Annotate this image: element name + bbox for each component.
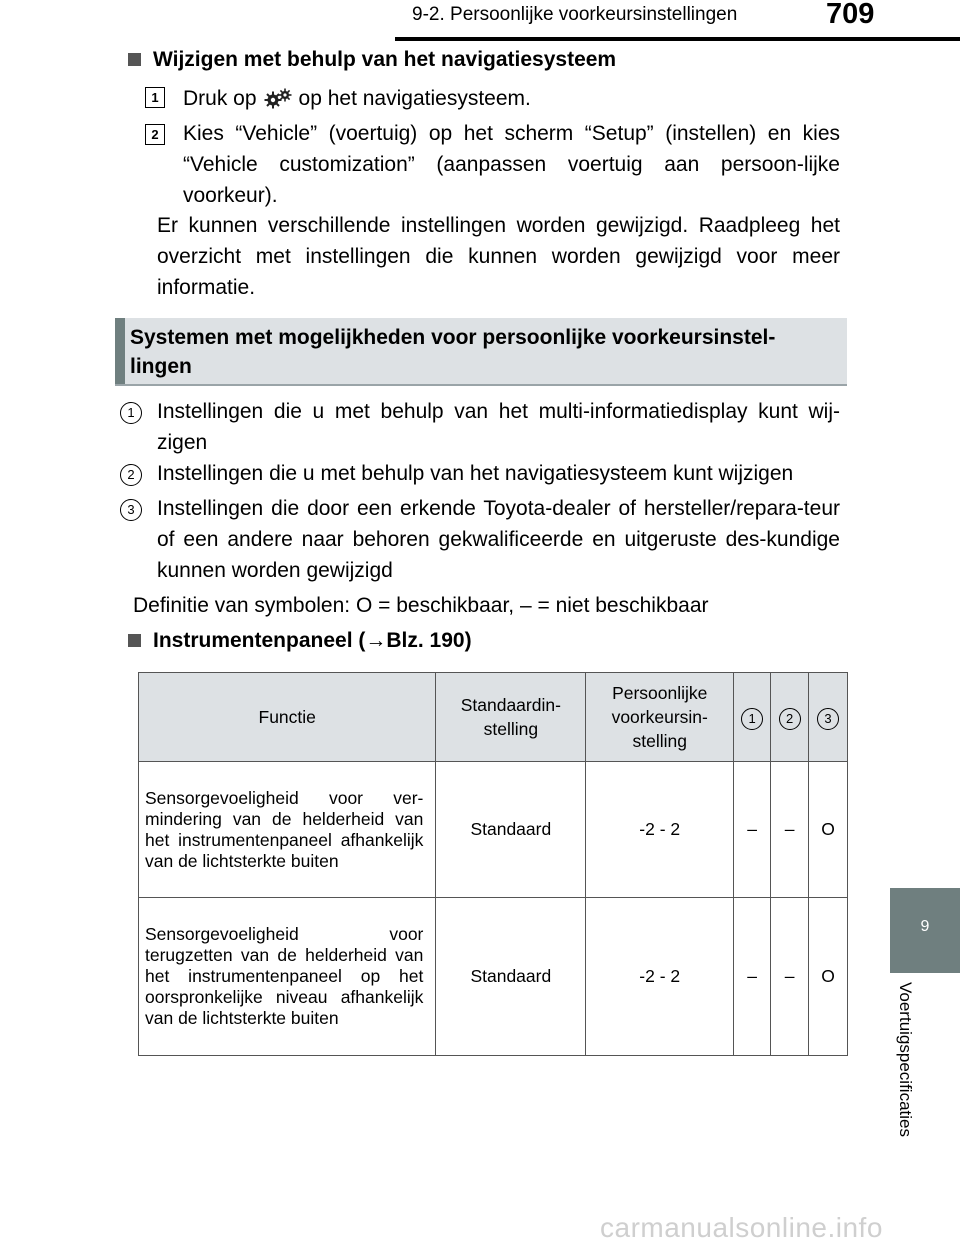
row-1-default: Standaard [436, 762, 586, 898]
step-1-text [183, 83, 843, 114]
row-1-function: Sensorgevoeligheid voor ver-mindering van de helderheid van het instrumentenpaneel afhankelijk van de lichtsterkte buiten [139, 762, 436, 898]
nav-note: Er kunnen verschillende instellingen worden gewijzigd. Raadpleeg het overzicht met instellingen die kunnen worden gewijzigd voor meer informatie. [157, 214, 840, 299]
nav-section-heading [128, 48, 616, 72]
circle-number-3: 3 [817, 708, 839, 730]
instrument-title-prefix: Instrumentenpaneel ( [153, 629, 366, 652]
header-col-1 [734, 673, 771, 762]
row-2-col-2: – [771, 898, 809, 1056]
nav-section-title: Wijzigen met behulp van het navigatiesysteem [153, 48, 617, 71]
table-row [139, 898, 848, 1056]
item-number-3: 3 [120, 499, 142, 521]
item-3-text: Instellingen die door een erkende Toyota-dealer of hersteller/repara-teur of een andere naar behoren gekwalificeerde en uitgeruste des-kundige kunnen worden gewijzigd [157, 497, 840, 582]
arrow-right-icon: → [365, 629, 387, 652]
circle-number-2: 2 [779, 708, 801, 730]
systems-section-title: Systemen met mogelijkheden voor persoonlijke voorkeursinstel-lingen [130, 326, 776, 378]
watermark: carmanualsonline.info [600, 1212, 883, 1243]
header-default: Standaardin-stelling [436, 673, 586, 762]
settings-table [138, 672, 848, 1056]
table-row [139, 762, 848, 898]
systems-section-heading [115, 318, 847, 384]
row-2-function: Sensorgevoeligheid voor terugzetten van de helderheid van het instrumentenpaneel op het oorspronkelijke niveau afhankelijk van de lichtsterkte buiten [139, 898, 436, 1056]
step-1-after: op het navigatiesysteem. [298, 87, 531, 110]
row-2-col-1: – [734, 898, 771, 1056]
header-rule [395, 37, 960, 41]
table-header-row [139, 673, 848, 762]
row-1-col-3: O [809, 762, 848, 898]
row-2-default: Standaard [436, 898, 586, 1056]
square-bullet-icon [128, 634, 141, 647]
square-bullet-icon [128, 53, 141, 66]
row-1-col-2: – [771, 762, 809, 898]
chapter-label: Voertuigspecificaties [896, 982, 915, 1137]
item-number-2: 2 [120, 464, 142, 486]
instrument-title-ref: Blz. 190) [386, 629, 472, 652]
row-1-col-1: – [734, 762, 771, 898]
section-accent-bar [115, 318, 125, 384]
page-number: 709 [826, 0, 875, 30]
row-1-personal: -2 - 2 [586, 762, 734, 898]
header-function: Functie [139, 673, 436, 762]
step-number-2: 2 [145, 124, 165, 145]
instrument-section-heading [128, 629, 472, 653]
item-2-text: Instellingen die u met behulp van het navigatiesysteem kunt wijzigen [157, 462, 794, 485]
section-rule [115, 384, 847, 386]
step-1-before: Druk op [183, 87, 257, 110]
header-personal: Persoonlijke voorkeursin-stelling [586, 673, 734, 762]
header-col-2 [771, 673, 809, 762]
item-number-1: 1 [120, 402, 142, 424]
step-2-text: Kies “Vehicle” (voertuig) op het scherm “Setup” (instellen) en kies “Vehicle customization” (aanpassen voertuig aan persoon-lijke voorkeur). [183, 122, 840, 207]
circle-number-1: 1 [741, 708, 763, 730]
row-2-col-3: O [809, 898, 848, 1056]
section-header-title: 9-2. Persoonlijke voorkeursinstellingen [412, 4, 738, 25]
chapter-tab [890, 888, 960, 973]
step-number-1: 1 [145, 87, 165, 108]
symbol-definition: Definitie van symbolen: O = beschikbaar, – = niet beschikbaar [133, 594, 709, 617]
gear-settings-icon [263, 87, 293, 109]
row-2-personal: -2 - 2 [586, 898, 734, 1056]
chapter-number: 9 [920, 918, 930, 935]
header-col-3 [809, 673, 848, 762]
item-1-text: Instellingen die u met behulp van het multi-informatiedisplay kunt wij-zigen [157, 400, 840, 454]
